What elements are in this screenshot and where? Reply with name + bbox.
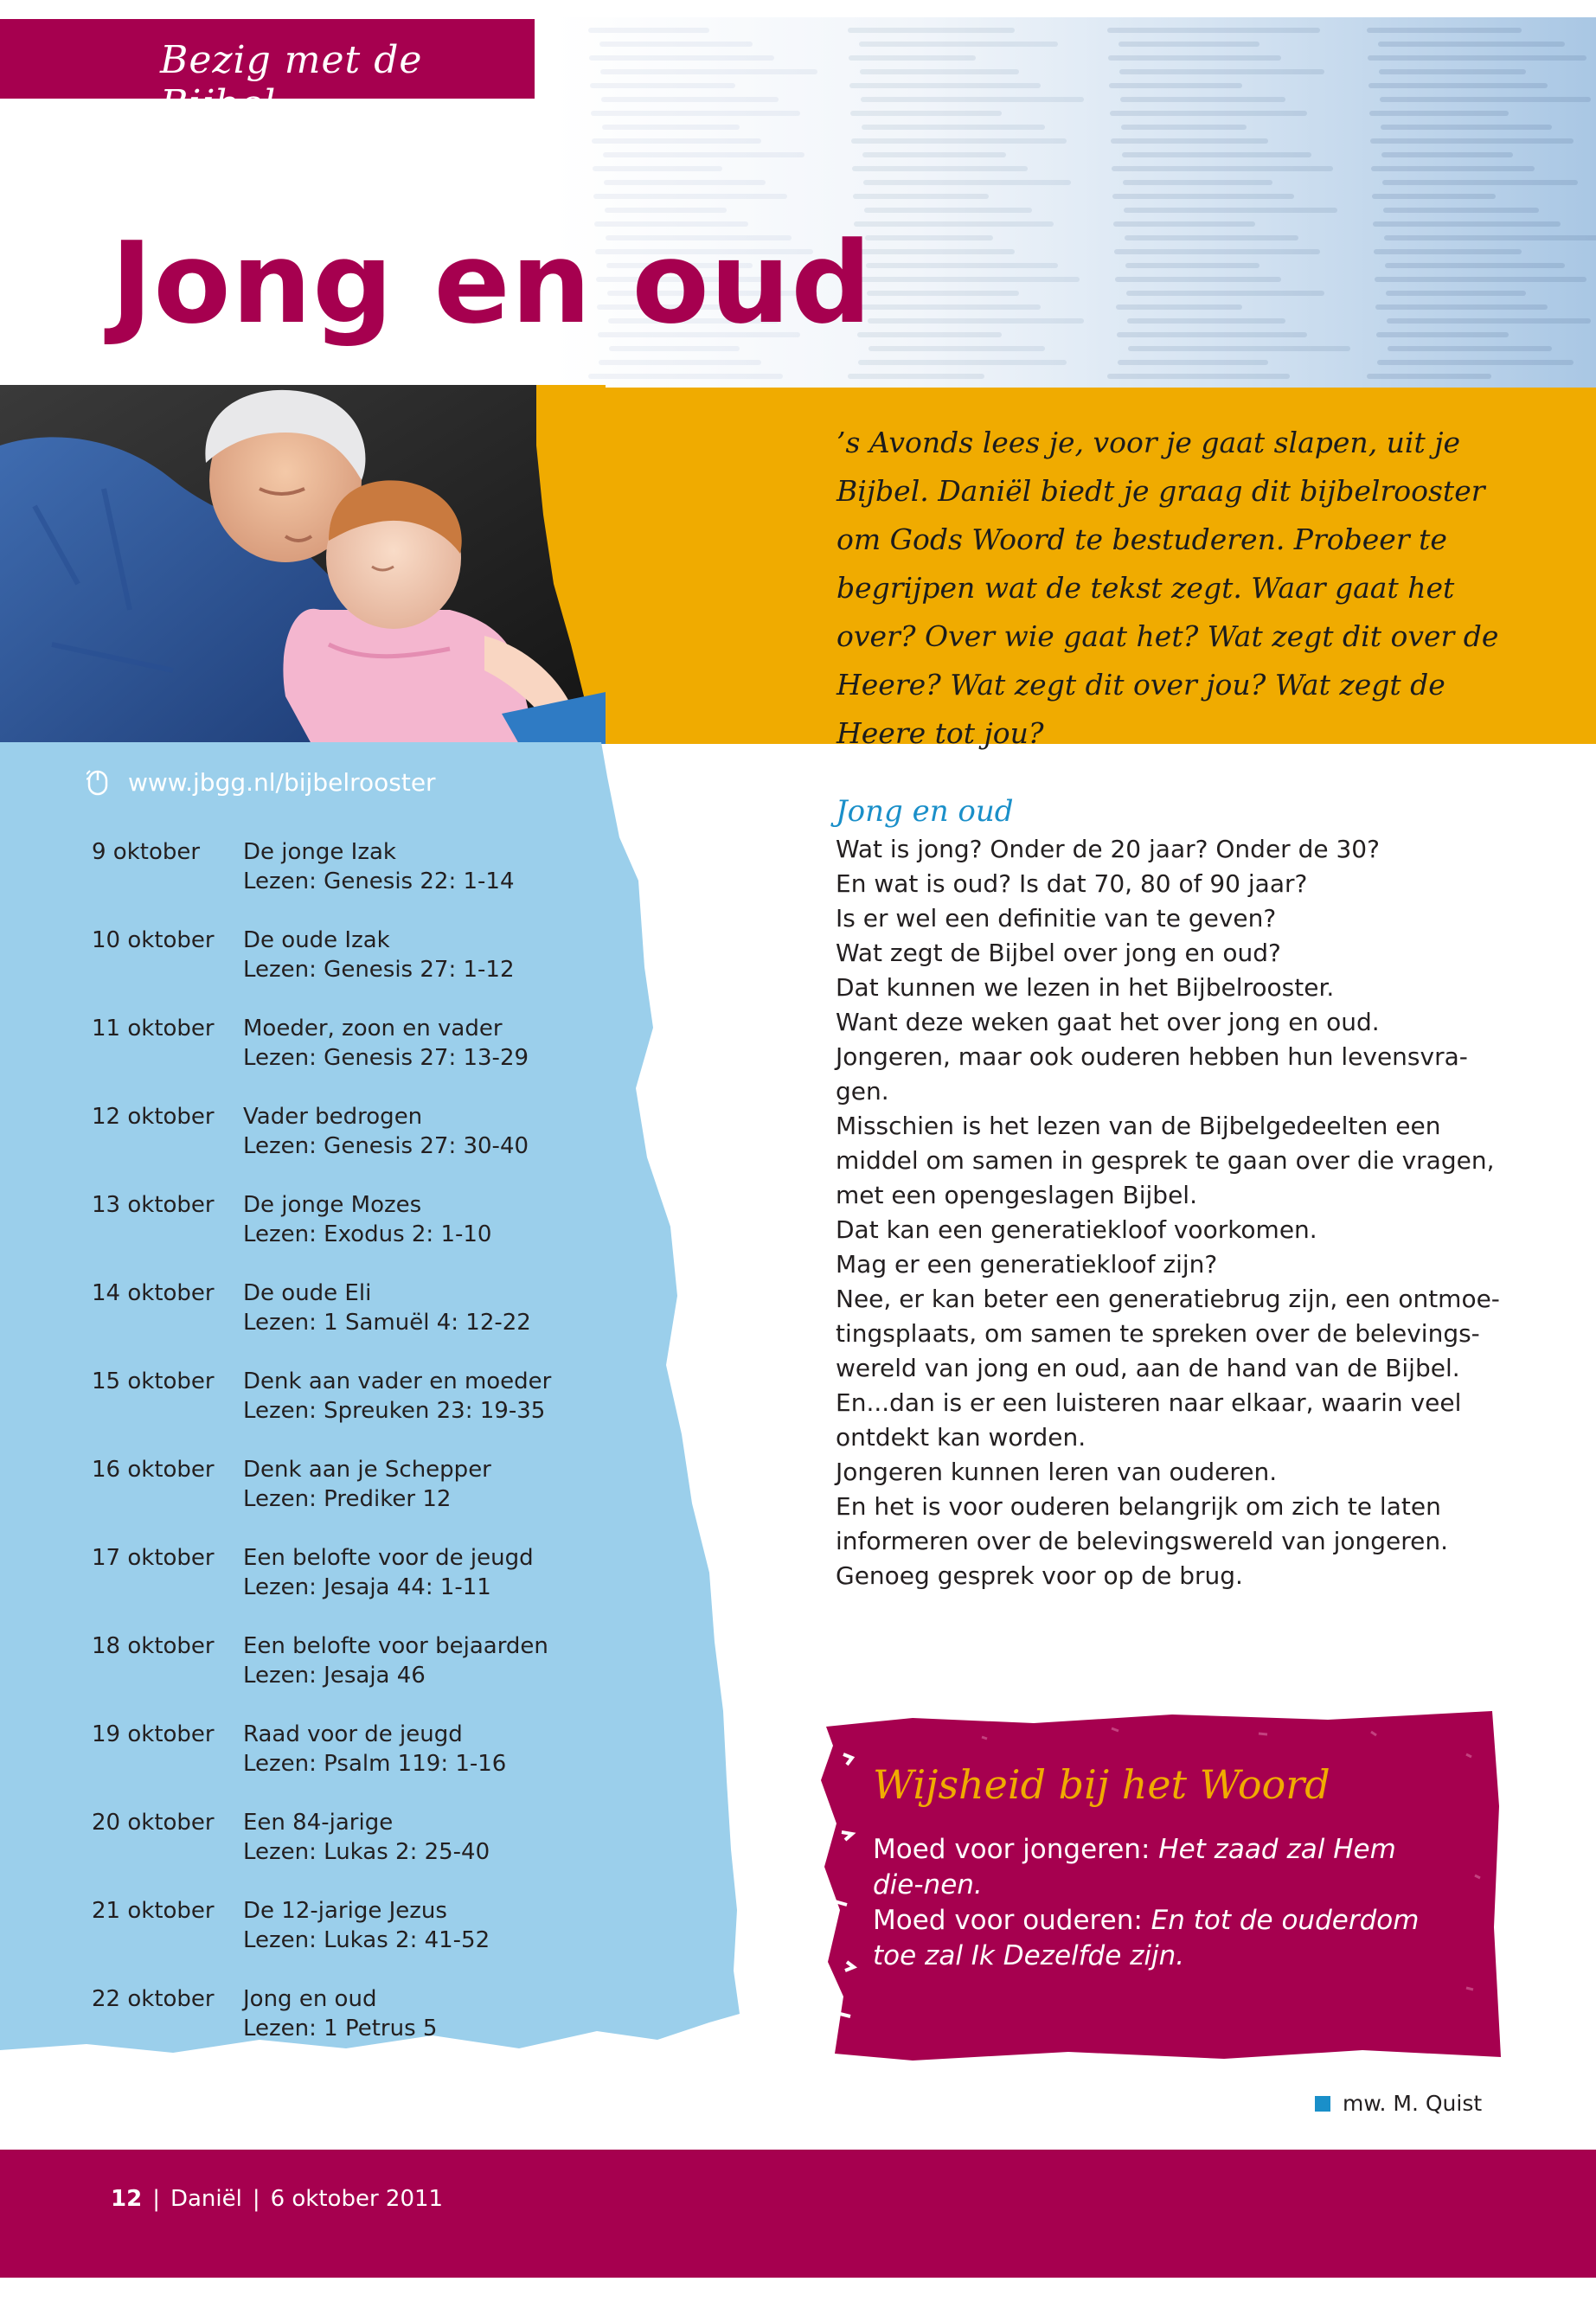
schedule-reading: Lezen: 1 Petrus 5 — [243, 2016, 438, 2041]
schedule-row — [92, 837, 576, 907]
article-heading: Jong en oud — [836, 794, 1014, 829]
article-line: Wat is jong? Onder de 20 jaar? Onder de 30? — [836, 835, 1380, 863]
schedule-row — [92, 1896, 576, 1965]
bible-text-line — [1112, 166, 1333, 171]
bible-text-line — [863, 180, 1071, 185]
schedule-reading: Lezen: Jesaja 44: 1-11 — [243, 1574, 491, 1600]
bible-text-line — [1379, 69, 1526, 74]
schedule-title: Moeder, zoon en vader — [243, 1016, 503, 1042]
schedule-reading: Lezen: Genesis 27: 30-40 — [243, 1133, 529, 1159]
bible-text-line — [849, 55, 976, 61]
schedule-title: De oude Izak — [243, 927, 390, 953]
bible-text-line — [588, 374, 783, 379]
article-line: Misschien is het lezen van de Bijbelgedeelten een — [836, 1112, 1441, 1140]
schedule-date: 10 oktober — [92, 927, 215, 953]
magazine-name: Daniël — [170, 2186, 242, 2212]
wisdom-box — [809, 1702, 1505, 2066]
schedule-date: 17 oktober — [92, 1545, 215, 1571]
wisdom-line2-label: Moed voor ouderen: — [873, 1905, 1151, 1936]
bible-text-line — [865, 235, 993, 240]
schedule-date: 21 oktober — [92, 1898, 215, 1924]
article-line: wereld van jong en oud, aan de hand van de Bijbel. — [836, 1354, 1460, 1382]
schedule-reading: Lezen: Psalm 119: 1-16 — [243, 1751, 507, 1777]
bible-text-line — [857, 332, 1002, 337]
bible-text-line — [1381, 152, 1513, 157]
schedule-row — [92, 1102, 576, 1171]
section-tag — [0, 19, 535, 126]
bible-text-line — [1116, 304, 1242, 310]
bible-text-line — [867, 291, 1019, 296]
bible-text-line — [866, 263, 1058, 268]
schedule-reading: Lezen: Jesaja 46 — [243, 1663, 426, 1689]
schedule-panel — [0, 742, 744, 2057]
bible-text-line — [855, 249, 1015, 254]
article-line: gen. — [836, 1077, 889, 1106]
schedule-row — [92, 1190, 576, 1259]
page-number: 12 — [111, 2186, 143, 2212]
bible-text-line — [1368, 55, 1586, 61]
bible-text-line — [1117, 332, 1307, 337]
schedule-date: 19 oktober — [92, 1721, 215, 1747]
bible-text-line — [1382, 180, 1578, 185]
schedule-row — [92, 1543, 576, 1612]
intro-text: ’s Avonds lees je, voor je gaat slapen, uit je Bijbel. Daniël biedt je graag dit bijbelrooster om Gods Woord te bestuderen. Probeer te begrijpen wat de tekst zegt. Waar gaat het over? Over wie gaat het? Wat zegt dit over de Heere? Wat zegt dit over jou? Wat zegt de Heere tot jou? — [836, 426, 1499, 750]
bible-text-line — [591, 111, 800, 116]
schedule-row — [92, 1631, 576, 1701]
schedule-title: Een 84-jarige — [243, 1810, 394, 1836]
schedule-title: De 12-jarige Jezus — [243, 1898, 447, 1924]
intro-box — [554, 388, 1596, 750]
bible-text-line — [1107, 374, 1290, 379]
bible-text-line — [1383, 208, 1539, 213]
bible-text-line — [1119, 69, 1324, 74]
bible-text-line — [848, 28, 1015, 33]
bible-text-line — [1370, 138, 1574, 144]
article-line: Jongeren, maar ook ouderen hebben hun levensvra- — [836, 1042, 1468, 1071]
schedule-date: 15 oktober — [92, 1368, 215, 1394]
schedule-title: Een belofte voor bejaarden — [243, 1633, 548, 1659]
author-marker-icon — [1315, 2096, 1330, 2112]
bible-text-line — [1115, 277, 1281, 282]
bible-text-line — [1367, 28, 1522, 33]
bible-text-line — [1371, 166, 1535, 171]
schedule-reading: Lezen: Prediker 12 — [243, 1486, 452, 1512]
article-line: Nee, er kan beter een generatiebrug zijn, een ontmoe- — [836, 1285, 1500, 1313]
wisdom-line2-quote: En tot de ouderdom toe zal Ik Dezelfde zijn. — [873, 1905, 1420, 1971]
article-line: met een opengeslagen Bijbel. — [836, 1181, 1197, 1209]
schedule-title: De jonge Izak — [243, 839, 396, 865]
bible-text-line — [1367, 374, 1491, 379]
bible-text-line — [854, 221, 1054, 227]
bible-text-line — [869, 346, 1045, 351]
bible-text-line — [850, 111, 1002, 116]
bible-text-line — [599, 42, 753, 47]
schedule-reading: Lezen: Exodus 2: 1-10 — [243, 1221, 492, 1247]
bible-text-line — [1376, 332, 1509, 337]
bible-text-line — [860, 69, 1019, 74]
article-line: informeren over de belevingswereld van jongeren. — [836, 1527, 1449, 1555]
bible-text-line — [1123, 180, 1272, 185]
bible-text-line — [848, 374, 984, 379]
bible-text-line — [868, 318, 1084, 324]
schedule-date: 16 oktober — [92, 1457, 215, 1483]
wisdom-title: Wijsheid bij het Woord — [873, 1761, 1330, 1808]
bible-text-line — [1118, 360, 1268, 365]
bible-text-line — [856, 304, 1041, 310]
article-line: En het is voor ouderen belangrijk om zich te laten — [836, 1492, 1441, 1521]
bible-text-line — [592, 138, 761, 144]
bible-text-line — [1388, 346, 1552, 351]
bible-text-line — [602, 125, 740, 130]
bible-text-line — [1121, 125, 1247, 130]
bible-text-line — [1380, 97, 1591, 102]
article-line: En wat is oud? Is dat 70, 80 of 90 jaar? — [836, 869, 1308, 898]
bible-text-line — [861, 97, 1084, 102]
schedule-title: De jonge Mozes — [243, 1192, 422, 1218]
bible-text-line — [1373, 221, 1561, 227]
schedule-row — [92, 1367, 576, 1436]
schedule-date: 13 oktober — [92, 1192, 215, 1218]
section-tag-label: Bezig met de Bijbel — [160, 38, 423, 126]
article-line: middel om samen in gesprek te gaan over die vragen, — [836, 1146, 1495, 1175]
article-line: Dat kunnen we lezen in het Bijbelrooster. — [836, 973, 1335, 1002]
bible-text-line — [859, 42, 1058, 47]
schedule-reading: Lezen: 1 Samuël 4: 12-22 — [243, 1310, 531, 1336]
bible-text-line — [1384, 235, 1596, 240]
bible-text-line — [1113, 221, 1255, 227]
issue-date: 6 oktober 2011 — [270, 2186, 444, 2212]
footer-separator: | — [152, 2186, 160, 2212]
article-line: Dat kan een generatiekloof voorkomen. — [836, 1215, 1317, 1244]
bible-text-line — [1378, 42, 1565, 47]
bible-text-line — [1385, 263, 1565, 268]
bible-text-line — [1109, 83, 1242, 88]
bible-text-line — [1114, 249, 1320, 254]
bible-text-line — [593, 194, 787, 199]
schedule-reading: Lezen: Genesis 27: 1-12 — [243, 957, 515, 983]
schedule-title: Vader bedrogen — [243, 1104, 423, 1130]
bible-text-line — [588, 28, 709, 33]
article-line: Genoeg gesprek voor op de brug. — [836, 1561, 1243, 1590]
bible-text-line — [1372, 194, 1496, 199]
bible-text-line — [1111, 138, 1268, 144]
bible-text-line — [604, 180, 766, 185]
schedule-date: 12 oktober — [92, 1104, 215, 1130]
article-line: Want deze weken gaat het over jong en oud. — [836, 1008, 1380, 1036]
article-line: Is er wel een definitie van te geven? — [836, 904, 1277, 933]
article-line: tingsplaats, om samen te spreken over de belevings- — [836, 1319, 1480, 1348]
schedule-reading: Lezen: Lukas 2: 25-40 — [243, 1839, 490, 1865]
article-line: ontdekt kan worden. — [836, 1423, 1086, 1452]
bible-text-line — [1118, 42, 1259, 47]
schedule-row — [92, 1720, 576, 1789]
bible-text-line — [593, 166, 722, 171]
schedule-title: Denk aan je Schepper — [243, 1457, 491, 1483]
schedule-row — [92, 926, 576, 995]
wisdom-line1-label: Moed voor jongeren: — [873, 1834, 1159, 1865]
bible-text-line — [1375, 277, 1586, 282]
wisdom-text — [873, 1832, 1444, 1974]
bible-text-line — [1107, 28, 1320, 33]
schedule-row — [92, 1984, 576, 2054]
schedule-date: 18 oktober — [92, 1633, 215, 1659]
bible-text-line — [852, 166, 1028, 171]
bible-text-line — [603, 152, 804, 157]
mouse-icon — [87, 769, 109, 797]
bible-text-line — [1381, 125, 1552, 130]
schedule-date: 9 oktober — [92, 839, 201, 865]
article-line: Mag er een generatiekloof zijn? — [836, 1250, 1218, 1279]
schedule-row — [92, 1279, 576, 1348]
bible-text-line — [1122, 152, 1311, 157]
article-body — [836, 832, 1500, 1593]
schedule-reading: Lezen: Genesis 27: 13-29 — [243, 1045, 529, 1071]
grandfather-baby-photo — [0, 385, 606, 744]
bible-text-line — [589, 55, 774, 61]
schedule-title: Denk aan vader en moeder — [243, 1368, 552, 1394]
author-name: mw. M. Quist — [1343, 2091, 1483, 2116]
article-line: Jongeren kunnen leren van ouderen. — [836, 1458, 1278, 1486]
bible-text-line — [856, 277, 1080, 282]
page-footer — [0, 2150, 1596, 2278]
bible-text-line — [601, 97, 779, 102]
bible-text-line — [1374, 249, 1522, 254]
schedule-date: 14 oktober — [92, 1280, 215, 1306]
bible-text-line — [1386, 291, 1526, 296]
bible-text-line — [1377, 360, 1574, 365]
schedule-row — [92, 1014, 576, 1083]
page-title: Jong en oud — [111, 217, 873, 349]
bible-text-line — [1127, 318, 1285, 324]
article-line: Wat zegt de Bijbel over jong en oud? — [836, 939, 1281, 967]
schedule-title: Een belofte voor de jeugd — [243, 1545, 534, 1571]
bible-text-line — [862, 125, 1045, 130]
schedule-row — [92, 1808, 576, 1877]
bible-text-line — [1387, 318, 1591, 324]
bible-text-line — [1369, 111, 1509, 116]
schedule-date: 11 oktober — [92, 1016, 215, 1042]
bible-text-line — [853, 194, 989, 199]
bible-text-line — [600, 69, 817, 74]
bible-text-line — [1125, 235, 1298, 240]
bible-text-line — [849, 83, 1041, 88]
schedule-title: Jong en oud — [243, 1986, 377, 2012]
bible-text-line — [1124, 208, 1337, 213]
bible-text-line — [1110, 111, 1307, 116]
schedule-date: 20 oktober — [92, 1810, 215, 1836]
bible-text-line — [1125, 263, 1259, 268]
bible-text-line — [858, 360, 1067, 365]
schedule-row — [92, 1455, 576, 1524]
schedule-reading: Lezen: Spreuken 23: 19-35 — [243, 1398, 546, 1424]
schedule-reading: Lezen: Genesis 22: 1-14 — [243, 868, 515, 894]
bible-text-line — [1128, 346, 1350, 351]
bible-text-line — [1108, 55, 1281, 61]
footer-separator: | — [252, 2186, 260, 2212]
schedule-title: De oude Eli — [243, 1280, 372, 1306]
schedule-link-text: www.jbgg.nl/bijbelrooster — [128, 768, 436, 797]
bible-text-line — [599, 360, 761, 365]
schedule-date: 22 oktober — [92, 1986, 215, 2012]
bible-text-line — [1126, 291, 1324, 296]
bible-text-line — [864, 208, 1032, 213]
bible-text-line — [862, 152, 1006, 157]
bible-text-line — [590, 83, 735, 88]
article-line: En...dan is er een luisteren naar elkaar, waarin veel — [836, 1388, 1462, 1417]
schedule-link[interactable] — [87, 768, 436, 797]
schedule-reading: Lezen: Lukas 2: 41-52 — [243, 1927, 490, 1953]
author-credit — [1315, 2091, 1482, 2116]
bible-text-line — [605, 208, 727, 213]
wisdom-line1-quote: Het zaad zal Hem die-nen. — [873, 1834, 1396, 1900]
bible-text-line — [1375, 304, 1548, 310]
schedule-title: Raad voor de jeugd — [243, 1721, 463, 1747]
bible-text-line — [851, 138, 1067, 144]
bible-text-line — [1120, 97, 1285, 102]
bible-text-line — [1112, 194, 1294, 199]
bible-text-line — [1368, 83, 1548, 88]
